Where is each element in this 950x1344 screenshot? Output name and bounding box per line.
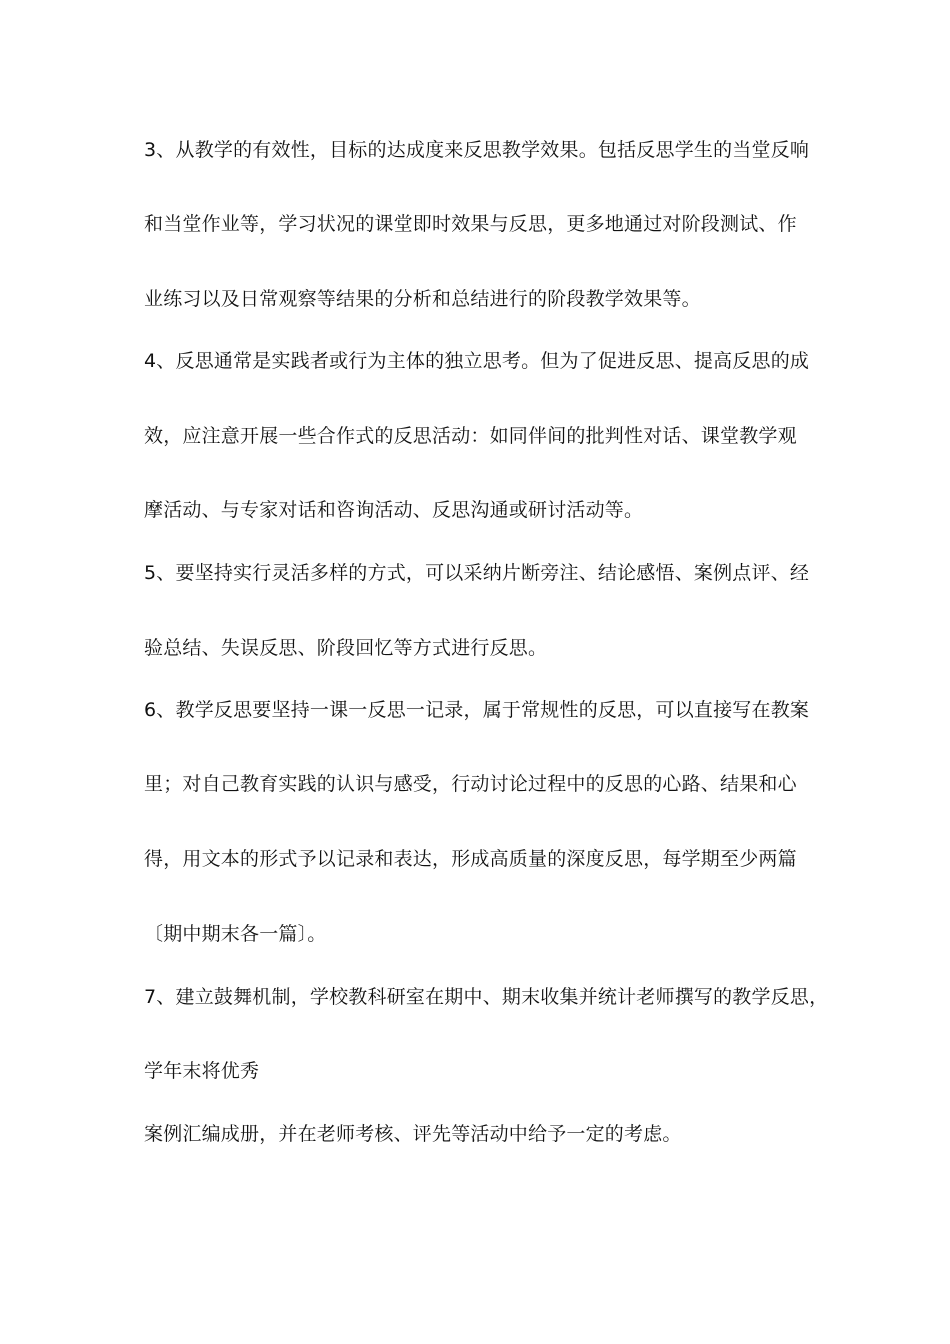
paragraph-7-line-2: 学年末将优秀: [144, 1060, 260, 1082]
paragraph-4-line-2: 效，应注意开展一些合作式的反思活动：如同伴间的批判性对话、课堂教学观: [144, 425, 797, 447]
paragraph-5-line-1: 5、要坚持实行灵活多样的方式，可以采纳片断旁注、结论感悟、案例点评、经: [144, 562, 810, 584]
paragraph-6-line-4: 〔期中期末各一篇〕。: [144, 923, 327, 945]
paragraph-4-line-1: 4、反思通常是实践者或行为主体的独立思考。但为了促进反思、提高反思的成: [144, 350, 810, 372]
paragraph-4-line-3: 摩活动、与专家对话和咨询活动、反思沟通或研讨活动等。: [144, 499, 644, 521]
paragraph-7-line-1: 7、建立鼓舞机制，学校教科研室在期中、期末收集并统计老师撰写的教学反思，: [144, 986, 829, 1008]
paragraph-6-line-3: 得，用文本的形式予以记录和表达，形成高质量的深度反思，每学期至少两篇: [144, 848, 797, 870]
paragraph-7-line-3: 案例汇编成册，并在老师考核、评先等活动中给予一定的考虑。: [144, 1123, 682, 1145]
paragraph-6-line-1: 6、教学反思要坚持一课一反思一记录，属于常规性的反思，可以直接写在教案: [144, 699, 810, 721]
paragraph-5-line-2: 验总结、失误反思、阶段回忆等方式进行反思。: [144, 637, 548, 659]
paragraph-6-line-2: 里；对自己教育实践的认识与感受，行动讨论过程中的反思的心路、结果和心: [144, 773, 797, 795]
paragraph-3-line-2: 和当堂作业等，学习状况的课堂即时效果与反思，更多地通过对阶段测试、作: [144, 213, 797, 235]
paragraph-3-line-1: 3、从教学的有效性，目标的达成度来反思教学效果。包括反思学生的当堂反响: [144, 139, 810, 161]
paragraph-3-line-3: 业练习以及日常观察等结果的分析和总结进行的阶段教学效果等。: [144, 288, 701, 310]
